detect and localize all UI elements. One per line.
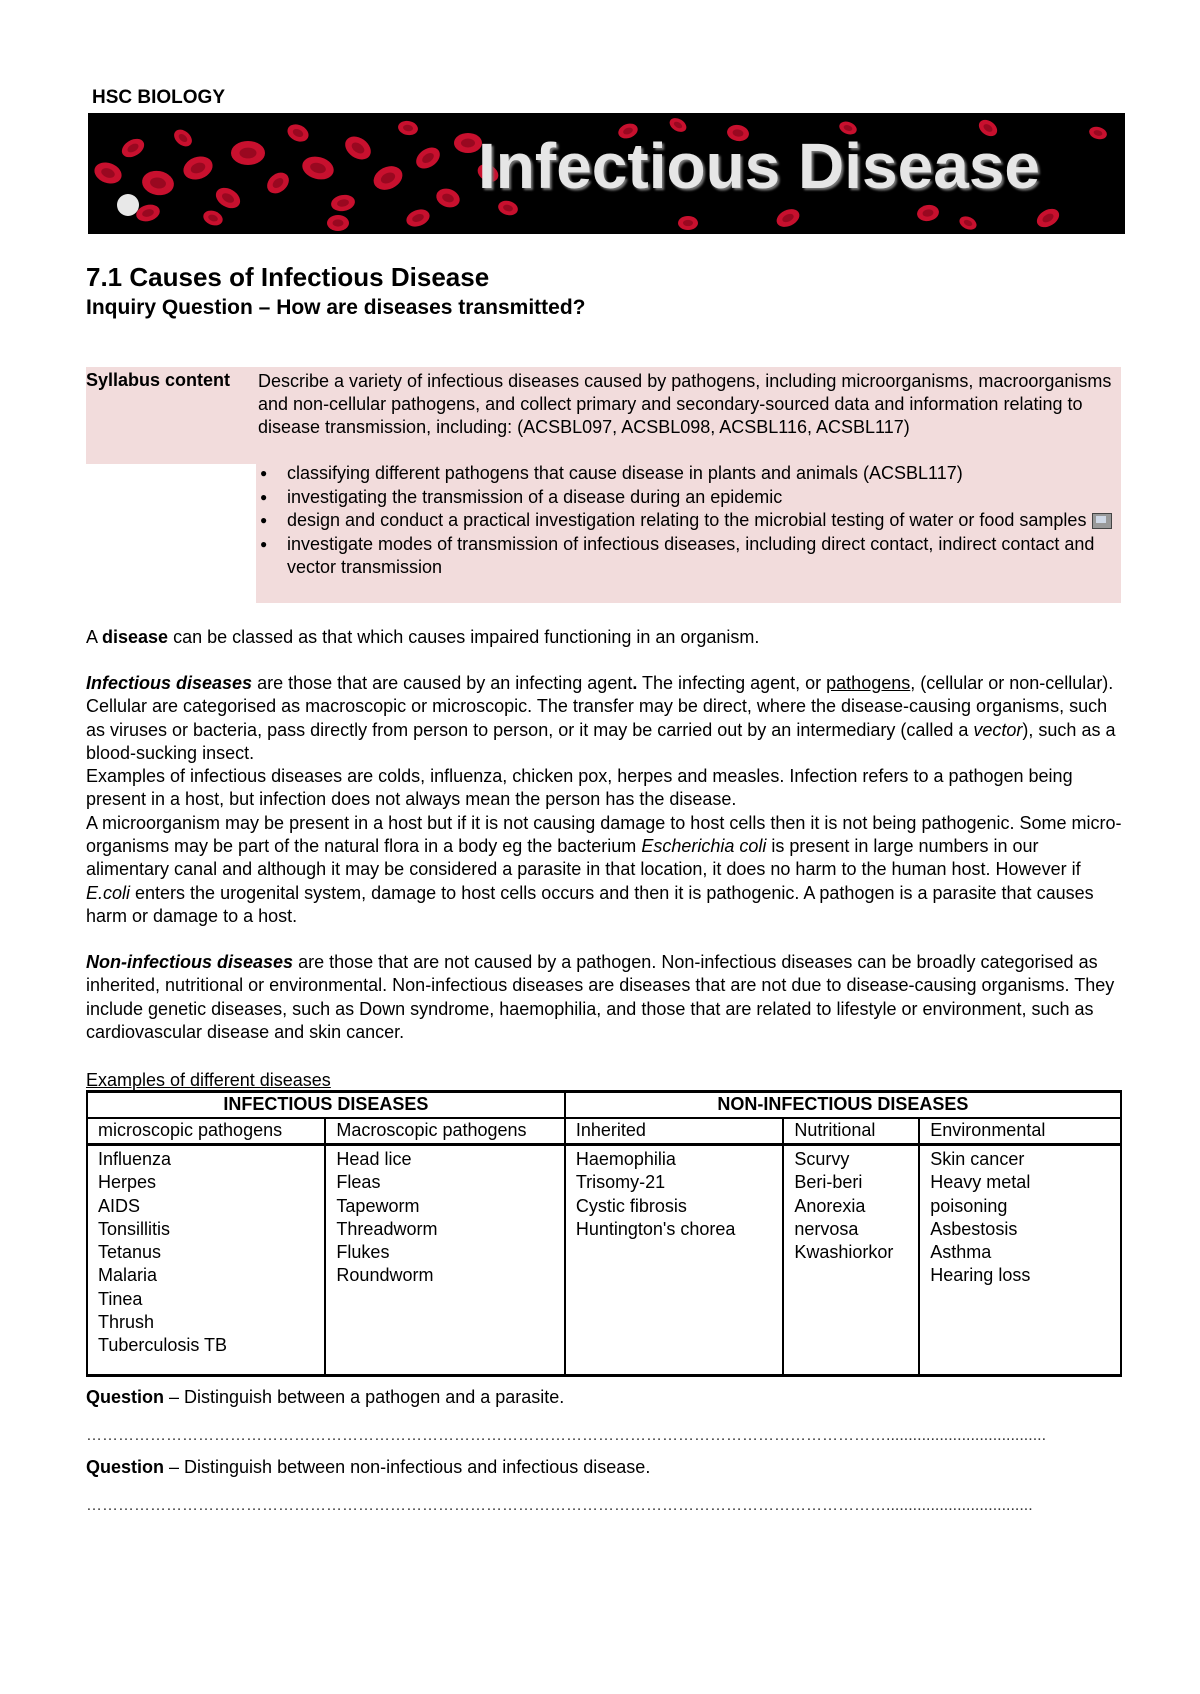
blood-cell-icon	[140, 168, 176, 197]
syllabus-item: ● investigating the transmission of a disease during an epidemic	[258, 486, 1118, 510]
table-cell	[783, 1145, 919, 1376]
disease-entry: Scurvy	[794, 1149, 850, 1169]
disease-entry: Tetanus	[98, 1242, 162, 1263]
disease-entry: Fleas	[336, 1172, 381, 1193]
non-infectious-paragraph: Non-infectious diseases are those that are not caused by a pathogen. Non-infectious diseases can be broadly categorised as inherited, nutritional or environmental. Non-infectious diseases are diseases that are not due to disease-causing organisms. They include genetic diseases, such as Down syndrome, haemophilia, and those that are related to lifestyle or environment, such as cardiovascular disease and skin cancer.	[86, 952, 1115, 1042]
disease-entry: Tuberculosis TB	[98, 1335, 228, 1356]
syllabus-description: Describe a variety of infectious diseases caused by pathogens, including microorganisms, macroorganisms and non-cellular pathogens, and collect primary and secondary-sourced data and information relating to disease transmission, including: (ACSBL097, ACSBL098, ACSBL116, ACSBL117)	[258, 371, 1112, 437]
course-label: HSC BIOLOGY	[92, 87, 226, 108]
blood-cell-icon	[397, 119, 419, 136]
blood-cell-icon	[263, 168, 293, 197]
blood-cell-icon	[91, 159, 124, 187]
table-cell	[325, 1145, 564, 1376]
question-1: Question – Distinguish between a pathogen and a parasite.	[86, 1387, 565, 1407]
infectious-paragraph: Infectious diseases are those that are caused by an infecting agent. The infecting agent, or pathogens, (cellular or non-cellular). Cellular are categorised as macroscopic or microscopic. The transfer may be direct, where the disease-causing organisms, such as viruses or bacteria, pass directly from person to person, or it may be carried out by an intermediary (called a vector), such as a blood-sucking insect. Examples of infectious diseases are colds, influenza, chicken pox, herpes and measles. Infection refers to a pathogen being present in a host, but infection does not always mean the person has the disease. A microorganism may be present in a host but if it is not causing damage to host cells then it is not being pathogenic. Some micro-organisms may be part of the natural flora in a body eg the bacterium Escherichia coli is present in large numbers in our alimentary canal and although it may be considered a parasite in that location, it does no harm to the human host. However if E.coli enters the urogenital system, damage to host cells occurs and then it is pathogenic. A pathogen is a parasite that causes harm or damage to a host.	[86, 673, 1122, 926]
blood-cell-icon	[231, 141, 265, 165]
blood-cell-icon	[412, 143, 444, 173]
disease-entry: Tapeworm	[336, 1195, 420, 1216]
blood-cell-icon	[327, 215, 349, 231]
blood-cell-icon	[916, 203, 940, 223]
disease-entry: Skin cancer	[930, 1149, 1025, 1169]
disease-entry: Roundworm	[336, 1265, 434, 1286]
white-blood-cell-icon	[117, 194, 139, 216]
answer-line-1[interactable]: ……………………………………………………………………………………………………………………………………....................................	[86, 1427, 1047, 1444]
disease-entry: Haemophilia	[575, 1149, 676, 1169]
blood-cell-icon	[678, 216, 698, 230]
blood-cell-icon	[774, 206, 803, 231]
disease-entry: Tinea	[98, 1288, 143, 1309]
disease-entry: Threadworm	[336, 1218, 438, 1239]
banner	[88, 113, 1125, 234]
blood-cell-icon	[957, 214, 978, 232]
blood-cell-icon	[119, 135, 148, 161]
column-header: Environmental	[919, 1118, 1121, 1145]
diseases-table	[86, 1090, 1122, 1377]
infectious-group-header: INFECTIOUS DISEASES	[87, 1092, 565, 1119]
table-cell	[565, 1145, 784, 1376]
column-header: Inherited	[565, 1118, 784, 1145]
computer-icon	[1092, 513, 1112, 529]
table-cell	[87, 1145, 325, 1376]
blood-cell-icon	[171, 126, 195, 150]
inquiry-question: Inquiry Question – How are diseases transmitted?	[86, 296, 586, 319]
disease-entry: poisoning	[930, 1195, 1008, 1216]
blood-cell-icon	[1034, 205, 1063, 231]
blood-cell-icon	[1088, 125, 1108, 141]
blood-cell-icon	[404, 206, 432, 229]
blood-cell-icon	[434, 185, 463, 210]
blood-cell-icon	[370, 162, 406, 195]
disease-entry: Asthma	[930, 1242, 992, 1263]
blood-cell-icon	[285, 121, 312, 145]
disease-entry: Kwashiorkor	[794, 1242, 894, 1263]
disease-entry: AIDS	[98, 1195, 141, 1216]
syllabus-item: ● classifying different pathogens that cause disease in plants and animals (ACSBL117)	[258, 462, 1118, 486]
blood-cell-icon	[201, 208, 225, 228]
table-cell	[919, 1145, 1121, 1376]
blood-cell-icon	[341, 132, 375, 164]
column-header: microscopic pathogens	[87, 1118, 325, 1145]
column-header: Macroscopic pathogens	[325, 1118, 564, 1145]
disease-entry: Herpes	[98, 1172, 157, 1193]
disease-entry: Malaria	[98, 1265, 158, 1286]
disease-entry: Tonsillitis	[98, 1218, 171, 1239]
disease-entry: Asbestosis	[930, 1218, 1018, 1239]
blood-cell-icon	[300, 153, 337, 183]
non-infectious-group-header: NON-INFECTIOUS DISEASES	[565, 1092, 1121, 1119]
syllabus-label: Syllabus content	[86, 370, 231, 390]
syllabus-list	[258, 462, 1118, 580]
banner-title: Infectious Disease	[478, 130, 1040, 202]
disease-entry: Head lice	[336, 1149, 412, 1169]
blood-cell-icon	[212, 184, 244, 213]
disease-entry: Beri-beri	[794, 1172, 863, 1193]
disease-entry: Thrush	[98, 1312, 155, 1333]
blood-cell-icon	[330, 193, 356, 213]
disease-definition: A disease can be classed as that which causes impaired functioning in an organism.	[86, 627, 760, 647]
blood-cell-icon	[180, 153, 216, 184]
table-caption: Examples of different diseases	[86, 1070, 331, 1090]
disease-entry: Cystic fibrosis	[575, 1195, 687, 1216]
disease-entry: Influenza	[98, 1149, 172, 1169]
answer-line-2[interactable]: …………………………………………………………………………………………………………………………………….................................	[86, 1497, 1033, 1514]
syllabus-item: ● design and conduct a practical investigation relating to the microbial testing of water or food samples	[258, 509, 1118, 533]
syllabus-item: ● investigate modes of transmission of infectious diseases, including direct contact, indirect contact and vector transmission	[258, 533, 1118, 580]
column-header: Nutritional	[783, 1118, 919, 1145]
disease-entry: Trisomy-21	[575, 1172, 666, 1193]
question-2: Question – Distinguish between non-infectious and infectious disease.	[86, 1457, 651, 1477]
disease-entry: nervosa	[794, 1218, 859, 1239]
disease-entry: Huntington's chorea	[575, 1218, 736, 1239]
disease-entry: Hearing loss	[930, 1265, 1031, 1286]
disease-entry: Heavy metal	[930, 1172, 1031, 1193]
disease-entry: Anorexia	[794, 1195, 866, 1216]
disease-entry: Flukes	[336, 1242, 390, 1263]
section-title: 7.1 Causes of Infectious Disease	[86, 262, 490, 292]
